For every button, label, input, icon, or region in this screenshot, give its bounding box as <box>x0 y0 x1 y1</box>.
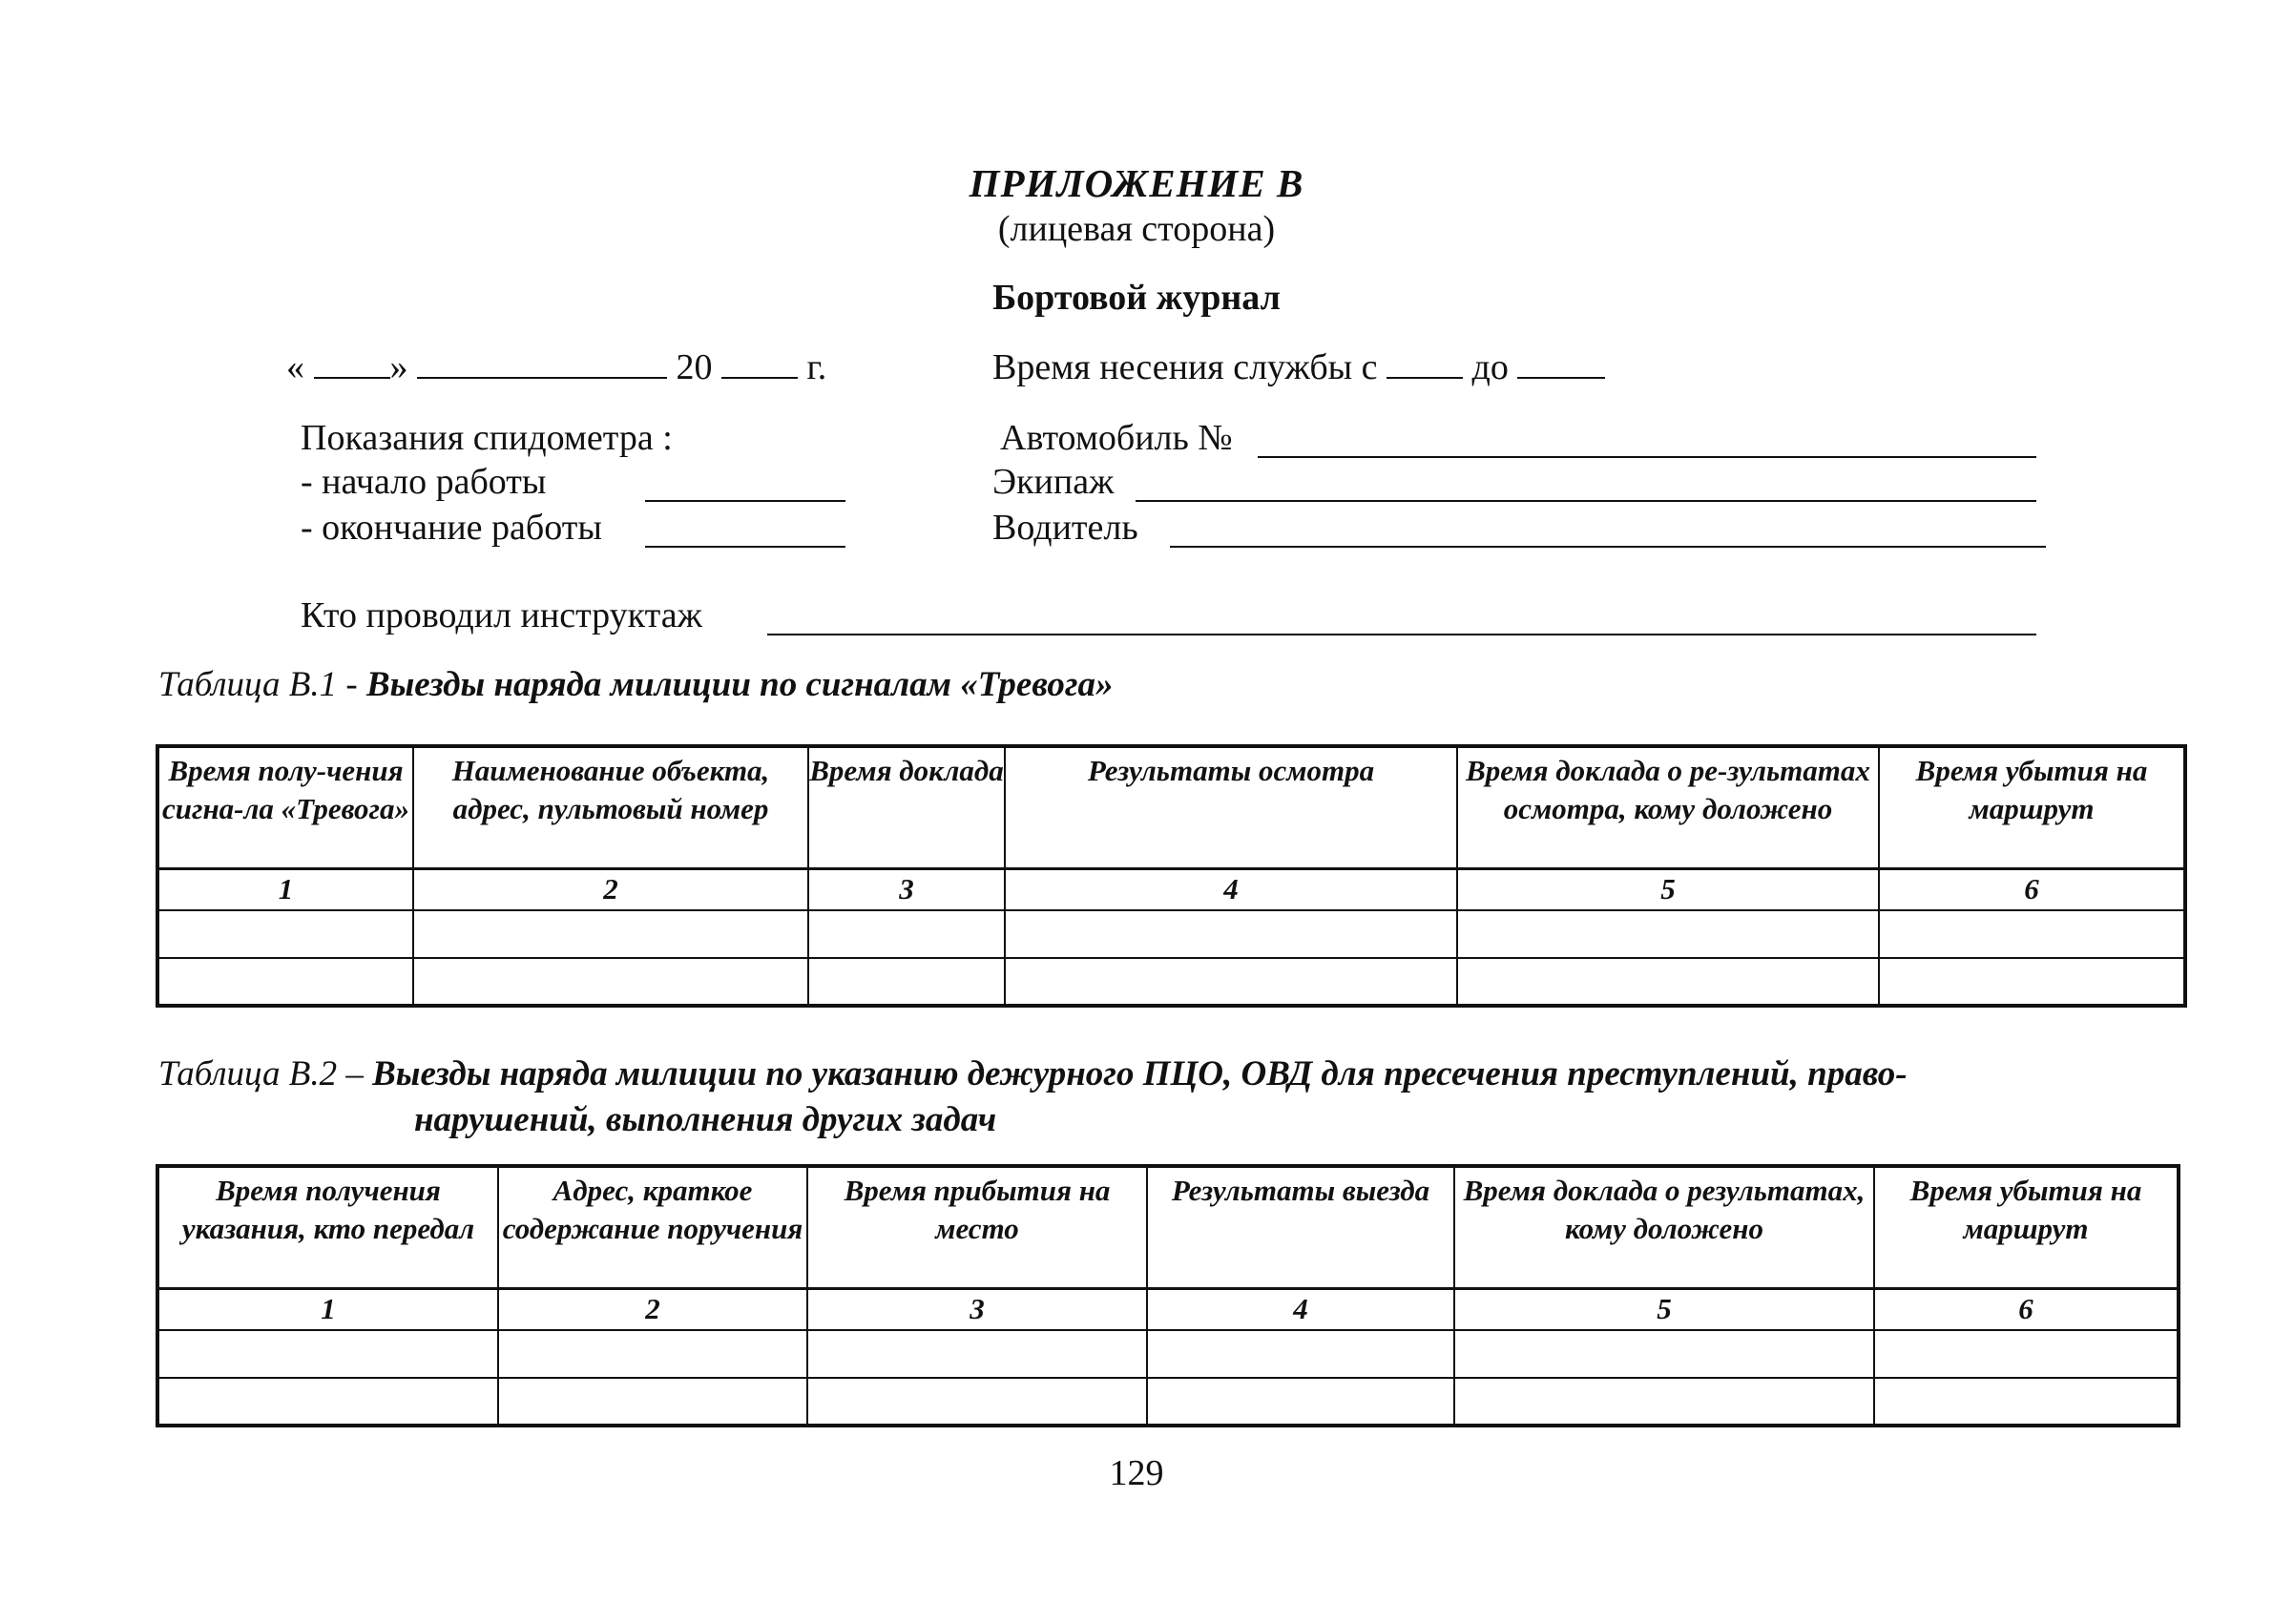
table1-empty-cell[interactable] <box>808 910 1005 958</box>
table1-caption <box>158 662 1114 708</box>
crew-label: Экипаж <box>992 462 1115 502</box>
table2-empty-cell[interactable] <box>498 1378 807 1426</box>
briefing-label: Кто проводил инструктаж <box>301 595 702 635</box>
start-reading-blank[interactable] <box>645 500 845 502</box>
table1-column-number: 5 <box>1457 868 1879 910</box>
table1-header-row <box>157 746 2185 868</box>
table2-caption-title-line1: Выезды наряда милиции по указанию дежурного ПЦО, ОВД для пресечения преступлений, право- <box>372 1054 1908 1093</box>
car-number-blank[interactable] <box>1258 456 2036 458</box>
table2-header-cell: Время убытия на маршрут <box>1874 1166 2179 1288</box>
table2-empty-cell[interactable] <box>1454 1378 1874 1426</box>
table1-empty-cell[interactable] <box>1457 910 1879 958</box>
table1-empty-cell[interactable] <box>1005 910 1457 958</box>
table1-empty-cell[interactable] <box>1457 958 1879 1006</box>
start-reading-label: - начало работы <box>301 462 547 502</box>
end-reading-label: - окончание работы <box>301 508 602 548</box>
appendix-title: ПРИЛОЖЕНИЕ В <box>969 161 1304 205</box>
table2-number-row <box>157 1288 2179 1330</box>
service-start-blank[interactable] <box>1387 348 1463 379</box>
driver-blank[interactable] <box>1170 546 2046 548</box>
table1-empty-cell[interactable] <box>1879 958 2185 1006</box>
table2-header-cell: Результаты выезда <box>1147 1166 1454 1288</box>
crew-blank[interactable] <box>1136 500 2036 502</box>
table-1 <box>156 744 2187 1008</box>
table1-number-row <box>157 868 2185 910</box>
day-blank[interactable] <box>314 348 390 379</box>
year-blank[interactable] <box>721 348 798 379</box>
table-2 <box>156 1164 2180 1427</box>
speedometer-label: Показания спидометра : <box>301 418 673 458</box>
table2-header-row <box>157 1166 2179 1288</box>
table2-caption-prefix: Таблица В.2 – <box>158 1054 364 1093</box>
table1-header-cell: Результаты осмотра <box>1005 746 1457 868</box>
table1-empty-row <box>157 910 2185 958</box>
table2-caption-continued <box>414 1097 996 1143</box>
table2-empty-cell[interactable] <box>157 1378 498 1426</box>
date-open-quote: « <box>286 347 304 387</box>
table2-empty-cell[interactable] <box>157 1330 498 1378</box>
table1-empty-cell[interactable] <box>808 958 1005 1006</box>
table2-header-cell: Время получения указания, кто передал <box>157 1166 498 1288</box>
table2-empty-cell[interactable] <box>1147 1330 1454 1378</box>
table1-column-number: 6 <box>1879 868 2185 910</box>
table2-column-number: 1 <box>157 1288 498 1330</box>
service-end-blank[interactable] <box>1517 348 1605 379</box>
table1-empty-cell[interactable] <box>157 910 413 958</box>
table2-empty-cell[interactable] <box>1874 1378 2179 1426</box>
date-field <box>286 345 826 389</box>
service-time-label: Время несения службы с <box>992 347 1378 387</box>
table2-empty-cell[interactable] <box>1874 1330 2179 1378</box>
table1-caption-prefix: Таблица В.1 - <box>158 665 358 704</box>
table2-column-number: 5 <box>1454 1288 1874 1330</box>
table1-empty-cell[interactable] <box>1879 910 2185 958</box>
page-number: 129 <box>1109 1453 1164 1493</box>
table1-column-number: 1 <box>157 868 413 910</box>
table1-empty-cell[interactable] <box>413 958 808 1006</box>
service-time-field <box>992 345 1605 389</box>
table2-column-number: 6 <box>1874 1288 2179 1330</box>
table1-empty-row <box>157 958 2185 1006</box>
table1-column-number: 2 <box>413 868 808 910</box>
table1-header-cell: Время доклада <box>808 746 1005 868</box>
journal-title: Бортовой журнал <box>992 278 1281 318</box>
table1-header-cell: Время убытия на маршрут <box>1879 746 2185 868</box>
service-time-to: до <box>1471 347 1509 387</box>
car-number-label: Автомобиль № <box>1000 418 1233 458</box>
table2-column-number: 4 <box>1147 1288 1454 1330</box>
date-close-quote: » <box>389 347 408 387</box>
table2-caption-title-line2: нарушений, выполнения других задач <box>414 1100 997 1139</box>
table1-header-cell: Время полу-чения сигна-ла «Тревога» <box>157 746 413 868</box>
year-suffix: г. <box>806 347 827 387</box>
briefing-blank[interactable] <box>767 634 2036 635</box>
table2-empty-cell[interactable] <box>807 1330 1147 1378</box>
month-blank[interactable] <box>417 348 667 379</box>
table2-empty-row <box>157 1330 2179 1378</box>
driver-label: Водитель <box>992 508 1138 548</box>
table2-column-number: 3 <box>807 1288 1147 1330</box>
table1-header-cell: Время доклада о ре-зультатах осмотра, кому доложено <box>1457 746 1879 868</box>
table2-empty-cell[interactable] <box>1454 1330 1874 1378</box>
table2-header-cell: Время прибытия на место <box>807 1166 1147 1288</box>
table2-empty-cell[interactable] <box>1147 1378 1454 1426</box>
table1-header-cell: Наименование объекта, адрес, пультовый номер <box>413 746 808 868</box>
table2-empty-row <box>157 1378 2179 1426</box>
table1-caption-title: Выезды наряда милиции по сигналам «Тревога» <box>365 665 1114 704</box>
table2-header-cell: Время доклада о результатах, кому доложено <box>1454 1166 1874 1288</box>
table1-empty-cell[interactable] <box>1005 958 1457 1006</box>
end-reading-blank[interactable] <box>645 546 845 548</box>
side-note: (лицевая сторона) <box>997 209 1276 249</box>
table2-empty-cell[interactable] <box>498 1330 807 1378</box>
table2-empty-cell[interactable] <box>807 1378 1147 1426</box>
table2-column-number: 2 <box>498 1288 807 1330</box>
table2-caption <box>158 1051 1908 1097</box>
table1-column-number: 4 <box>1005 868 1457 910</box>
table1-column-number: 3 <box>808 868 1005 910</box>
table1-empty-cell[interactable] <box>413 910 808 958</box>
table2-header-cell: Адрес, краткое содержание поручения <box>498 1166 807 1288</box>
table1-empty-cell[interactable] <box>157 958 413 1006</box>
year-prefix: 20 <box>676 347 713 387</box>
